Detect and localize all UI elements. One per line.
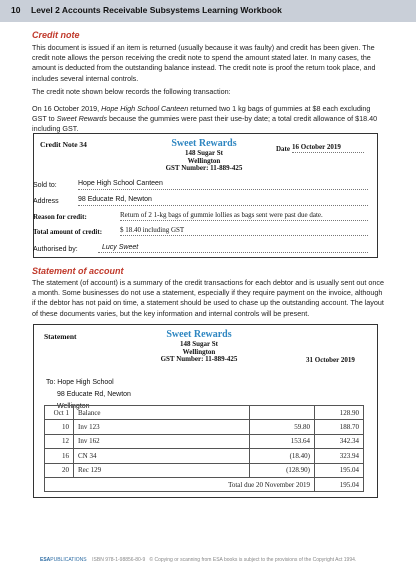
statement-heading: Statement of account [32, 266, 124, 276]
credit-note-intro: The credit note shown below records the following transaction: [32, 87, 231, 96]
row-description: Rec 129 [74, 463, 250, 477]
statement-brand: Sweet Rewards [166, 329, 232, 340]
table-row [45, 449, 364, 463]
row-date [45, 449, 74, 463]
isbn: ISBN 978-1-98856-80-9 [92, 557, 146, 563]
authorised-label: Authorised by: [33, 246, 78, 253]
total-due-label: Total due 20 November 2019 [45, 477, 315, 491]
row-amount [250, 406, 315, 420]
credit-note-date-label: Date [276, 145, 290, 153]
footer [40, 557, 356, 563]
reason-value: Return of 2 1-kg bags of gummie lollies as bags sent were past due date. [120, 211, 368, 221]
row-description: Balance [74, 406, 250, 420]
credit-note-transaction: On 16 October 2019, Hope High School Canteen returned two 1 kg bags of gummies at $8 each excluding GST to Sweet Rewards because the gummies were past their use-by date; a total credit allowance of $18.40 including GST. [32, 104, 378, 134]
running-header-title: Level 2 Accounts Receivable Subsystems Learning Workbook [31, 5, 282, 15]
row-month: Oct [53, 408, 64, 417]
statement-recipient: To: Hope High School 98 Educate Rd, Newton Wellington [46, 379, 131, 410]
row-balance: 128.90 [315, 406, 364, 420]
sold-to-value: Hope High School Canteen [78, 180, 368, 190]
row-amount: (18.40) [250, 449, 315, 463]
credit-note-paragraph: This document is issued if an item is returned (usually because it was faulty) and credit has been given. The credit note allows the person receiving the credit note to spend the amount stated later. In many cases, the amount is deducted from the outstanding balance instead. The credit note is proof the return took place, and includes several internal controls. [32, 43, 376, 83]
credit-note-date: 16 October 2019 [292, 143, 364, 153]
publisher-name: PUBLICATIONS [50, 557, 87, 563]
row-amount: (128.90) [250, 463, 315, 477]
row-amount: 59.80 [250, 420, 315, 434]
authorised-line [98, 243, 368, 253]
statement-address: 148 Sugar St Wellington GST Number: 11-889-425 [160, 340, 238, 364]
authorised-signature: Lucy Sweet [102, 244, 139, 251]
total-credit-label: Total amount of credit: [33, 228, 103, 236]
total-row [45, 477, 364, 491]
address-value: 98 Educate Rd, Newton [78, 196, 368, 206]
row-day: 1 [65, 408, 69, 417]
row-day: 10 [62, 423, 69, 432]
row-description: Inv 162 [74, 434, 250, 448]
table-row [45, 434, 364, 448]
credit-note-title: Credit Note 34 [40, 140, 87, 149]
table-row [45, 406, 364, 420]
page-number: 10 [11, 5, 21, 15]
statement-title: Statement [44, 332, 77, 341]
credit-note-document [33, 133, 378, 258]
row-balance: 323.94 [315, 449, 364, 463]
row-date [45, 463, 74, 477]
credit-note-heading: Credit note [32, 30, 80, 40]
reason-label: Reason for credit: [33, 213, 87, 221]
row-description: CN 34 [74, 449, 250, 463]
credit-note-brand: Sweet Rewards [171, 138, 237, 149]
address-label: Address [33, 198, 59, 205]
row-day: 16 [62, 451, 69, 460]
statement-table [44, 405, 364, 492]
credit-note-address: 148 Sugar St Wellington GST Number: 11-889-425 [165, 149, 243, 173]
row-balance: 188.70 [315, 420, 364, 434]
row-day: 20 [62, 466, 69, 475]
row-day: 12 [62, 437, 69, 446]
row-balance: 195.04 [315, 463, 364, 477]
row-date [45, 434, 74, 448]
row-balance: 342.34 [315, 434, 364, 448]
total-due-value: 195.04 [315, 477, 364, 491]
copyright-notice: © Copying or scanning from ESA books is subject to the provisions of the Copyright Act 1994. [149, 557, 357, 563]
table-row [45, 463, 364, 477]
row-description: Inv 123 [74, 420, 250, 434]
table-row [45, 420, 364, 434]
row-amount: 153.64 [250, 434, 315, 448]
statement-date: 31 October 2019 [306, 356, 355, 364]
esa-logo: ESA [40, 557, 51, 563]
row-date [45, 406, 74, 420]
total-credit-value: $ 18.40 including GST [120, 226, 368, 236]
row-date [45, 420, 74, 434]
statement-paragraph: The statement (of account) is a summary of the credit transactions for each debtor and is usually sent out once a month. Some businesses do not use a statement, especially if they require payment on the invoice, although if the debtor has not paid on time, a statement should be used to chase up the outstanding account. The layout of these documents varies, but the key information and internal controls will be present. [32, 278, 384, 318]
sold-to-label: Sold to: [33, 182, 57, 189]
